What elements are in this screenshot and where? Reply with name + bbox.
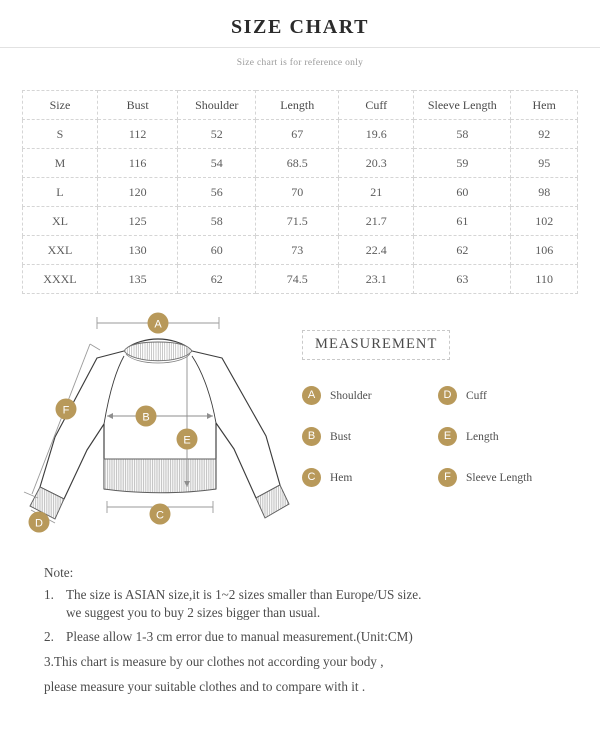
cell-bust: 116: [97, 149, 177, 178]
cell-hem: 106: [511, 236, 578, 265]
legend-label-bust: Bust: [330, 430, 352, 443]
legend-label-cuff: Cuff: [466, 389, 487, 402]
note-1-line-2: we suggest you to buy 2 sizes bigger than usual.: [66, 605, 321, 621]
legend-item-length: [438, 427, 582, 446]
cell-shoulder: 52: [178, 120, 256, 149]
cell-cuff: 21.7: [339, 207, 414, 236]
note-item-2: [44, 628, 556, 647]
column-header-length: Length: [256, 91, 339, 120]
table-row: [23, 149, 578, 178]
size-table: [22, 90, 578, 294]
cell-size: XXL: [23, 236, 98, 265]
legend-label-length: Length: [466, 430, 499, 443]
cell-hem: 98: [511, 178, 578, 207]
note-2-number: 2.: [44, 629, 54, 645]
cell-size: XXXL: [23, 265, 98, 294]
cell-bust: 135: [97, 265, 177, 294]
size-table-container: [22, 90, 578, 294]
column-header-cuff: Cuff: [339, 91, 414, 120]
table-row: [23, 120, 578, 149]
cell-length: 70: [256, 178, 339, 207]
cell-hem: 92: [511, 120, 578, 149]
table-row: [23, 207, 578, 236]
cell-sleeve: 58: [414, 120, 511, 149]
notes-section: [44, 564, 556, 696]
note-3-line-2: please measure your suitable clothes and to compare with it .: [44, 678, 366, 694]
cell-hem: 95: [511, 149, 578, 178]
badge-b-letter: B: [142, 411, 150, 424]
cell-size: XL: [23, 207, 98, 236]
cell-length: 67: [256, 120, 339, 149]
cell-sleeve: 62: [414, 236, 511, 265]
column-header-hem: Hem: [511, 91, 578, 120]
legend-item-hem: [302, 468, 438, 487]
cell-bust: 125: [97, 207, 177, 236]
note-1-number: 1.: [44, 586, 54, 602]
diagram-legend-section: [0, 308, 600, 558]
table-row: [23, 178, 578, 207]
legend-item-shoulder: [302, 386, 438, 405]
cell-bust: 112: [97, 120, 177, 149]
legend-label-hem: Hem: [330, 471, 353, 484]
badge-f-letter: F: [62, 404, 70, 417]
cell-shoulder: 56: [178, 178, 256, 207]
legend-label-sleeve-length: Sleeve Length: [466, 471, 533, 484]
cell-size: S: [23, 120, 98, 149]
badge-d-letter: D: [35, 517, 43, 530]
table-header-row: [23, 91, 578, 120]
cell-cuff: 23.1: [339, 265, 414, 294]
notes-heading: Note:: [44, 565, 74, 580]
cell-cuff: 22.4: [339, 236, 414, 265]
column-header-bust: Bust: [97, 91, 177, 120]
cell-size: L: [23, 178, 98, 207]
note-1-line-1: The size is ASIAN size,it is 1~2 sizes smaller than Europe/US size.: [66, 586, 422, 602]
cell-shoulder: 60: [178, 236, 256, 265]
column-header-shoulder: Shoulder: [178, 91, 256, 120]
badge-e-letter: E: [183, 434, 191, 447]
measurement-legend: [302, 330, 582, 487]
cell-shoulder: 54: [178, 149, 256, 178]
garment-diagram: [8, 308, 300, 552]
cell-sleeve: 59: [414, 149, 511, 178]
title-divider: [0, 47, 600, 48]
cell-length: 68.5: [256, 149, 339, 178]
badge-b-icon: B: [302, 427, 321, 446]
badge-e-icon: E: [438, 427, 457, 446]
cell-shoulder: 58: [178, 207, 256, 236]
cell-shoulder: 62: [178, 265, 256, 294]
cell-hem: 102: [511, 207, 578, 236]
legend-item-sleeve-length: [438, 468, 582, 487]
column-header-size: Size: [23, 91, 98, 120]
cell-bust: 130: [97, 236, 177, 265]
cell-length: 71.5: [256, 207, 339, 236]
cell-length: 73: [256, 236, 339, 265]
badge-d-icon: D: [438, 386, 457, 405]
badge-c-letter: C: [156, 509, 164, 522]
hem-band: [104, 459, 216, 493]
cell-cuff: 19.6: [339, 120, 414, 149]
badge-c-icon: C: [302, 468, 321, 487]
badge-a-letter: A: [154, 318, 162, 331]
cell-cuff: 20.3: [339, 149, 414, 178]
cell-sleeve: 63: [414, 265, 511, 294]
cell-sleeve: 60: [414, 178, 511, 207]
note-3-line-1: 3.This chart is measure by our clothes not according your body ,: [44, 653, 384, 669]
column-header-sleeve: Sleeve Length: [414, 91, 511, 120]
badge-f-icon: F: [438, 468, 457, 487]
cell-size: M: [23, 149, 98, 178]
page-title: SIZE CHART: [230, 16, 370, 38]
cell-hem: 110: [511, 265, 578, 294]
legend-label-shoulder: Shoulder: [330, 389, 372, 402]
table-row: [23, 265, 578, 294]
page-subtitle: Size chart is for reference only: [236, 58, 364, 68]
cell-bust: 120: [97, 178, 177, 207]
note-item-1: [44, 586, 556, 623]
cell-length: 74.5: [256, 265, 339, 294]
legend-title: MEASUREMENT: [302, 330, 450, 360]
cell-sleeve: 61: [414, 207, 511, 236]
legend-item-bust: [302, 427, 438, 446]
page-header: [0, 0, 600, 68]
legend-items: [302, 386, 582, 487]
note-2-line-1: Please allow 1-3 cm error due to manual measurement.(Unit:CM): [66, 629, 413, 645]
badge-a-icon: A: [302, 386, 321, 405]
legend-item-cuff: [438, 386, 582, 405]
table-row: [23, 236, 578, 265]
cell-cuff: 21: [339, 178, 414, 207]
